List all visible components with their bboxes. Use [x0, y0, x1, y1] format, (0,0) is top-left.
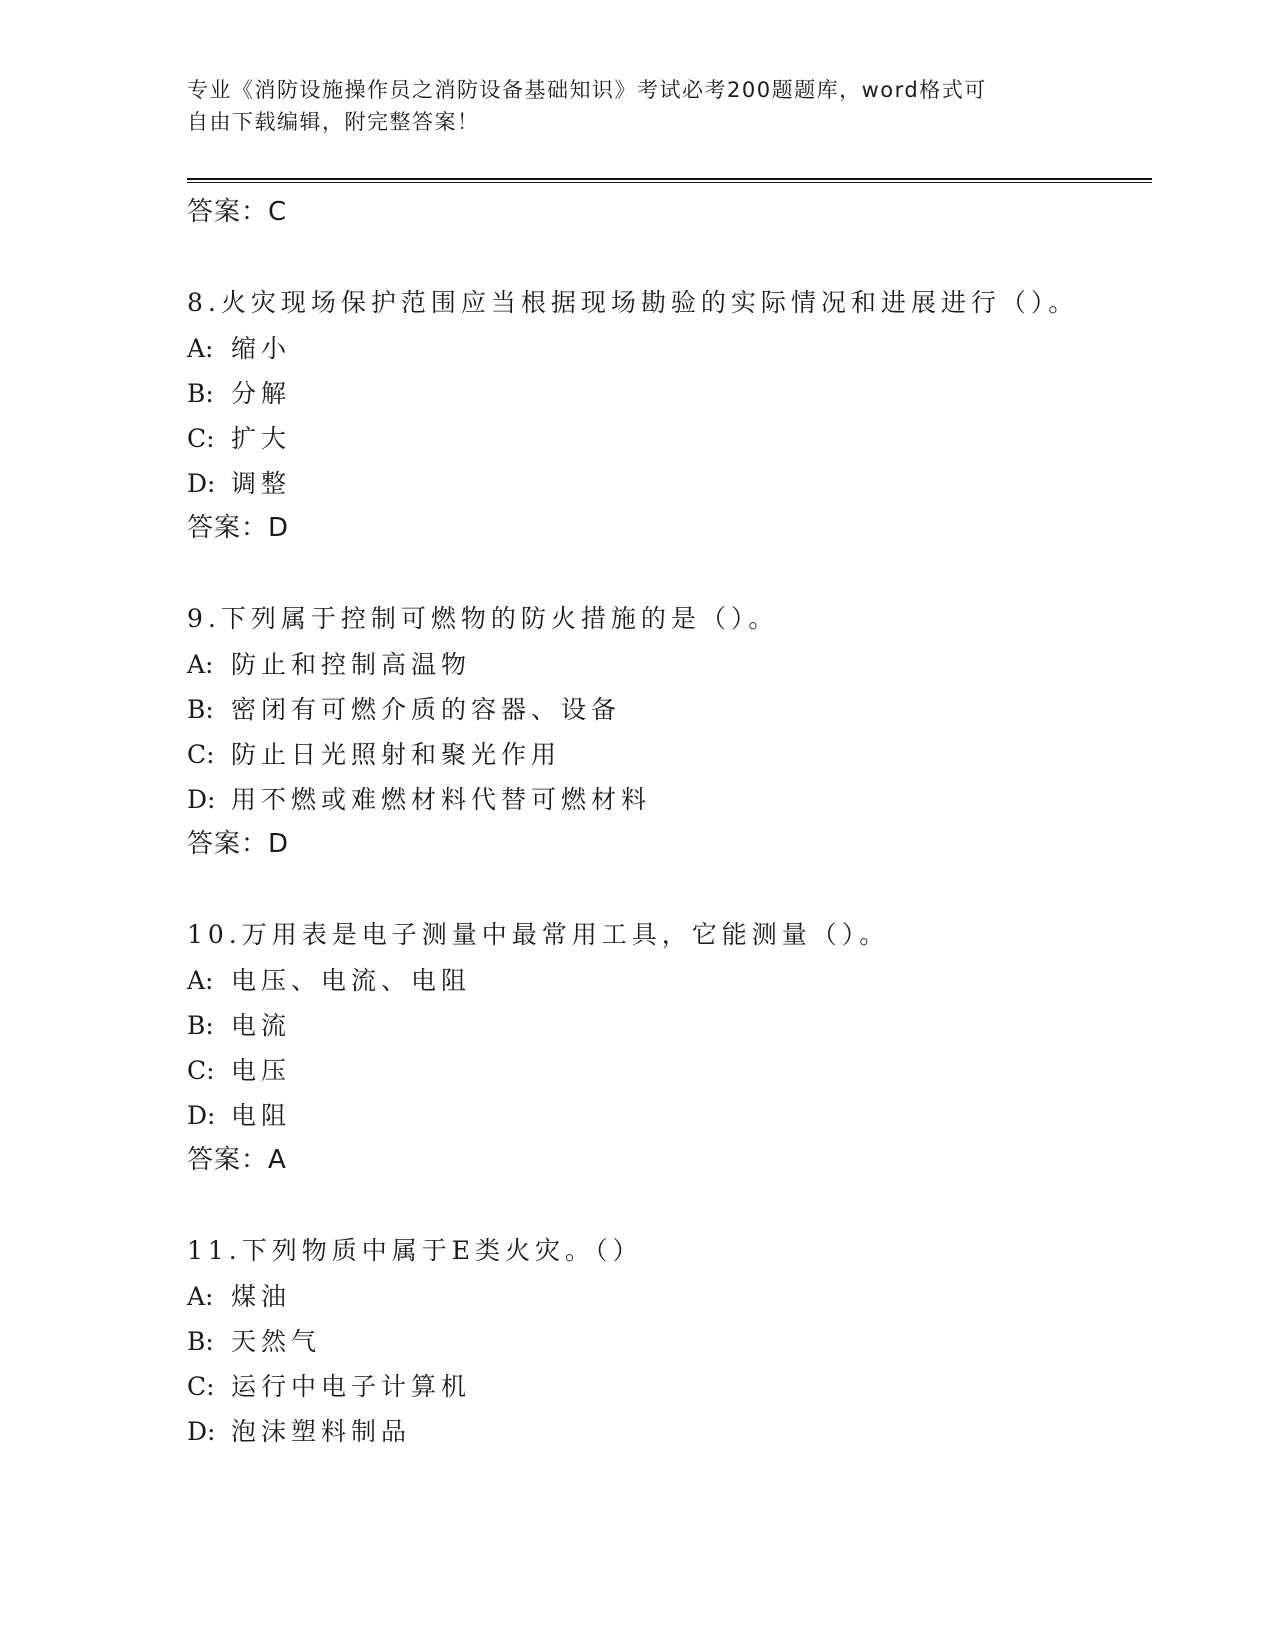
option-key: B:: [187, 379, 214, 408]
option-text: 运行中电子计算机: [231, 1372, 472, 1401]
option-text: 调整: [231, 469, 292, 498]
option-key: B:: [187, 1011, 214, 1040]
option-key: D:: [187, 1101, 216, 1130]
option-d: [187, 777, 1147, 822]
answer-line: 答案：D: [187, 513, 290, 543]
answer-line: 答案：C: [187, 197, 288, 227]
option-key: C:: [187, 740, 215, 769]
option-a: [187, 958, 1147, 1003]
option-text: 天然气: [231, 1327, 322, 1356]
option-b: [187, 371, 1147, 416]
option-text: 煤油: [231, 1282, 292, 1311]
option-text: 防止和控制高温物: [231, 650, 472, 679]
option-d: [187, 1093, 1147, 1138]
option-key: C:: [187, 1372, 215, 1401]
header-divider: [187, 178, 1152, 183]
option-text: 扩大: [231, 424, 292, 453]
option-key: B:: [187, 1327, 214, 1356]
question-text: 8.火灾现场保护范围应当根据现场勘验的实际情况和进展进行（）。: [187, 288, 1079, 317]
question-text: 10.万用表是电子测量中最常用工具，它能测量（）。: [187, 920, 890, 949]
question-text: 11.下列物质中属于E类火灾。（）: [187, 1236, 643, 1265]
option-text: 电流: [231, 1011, 292, 1040]
question-10: [187, 912, 1147, 1183]
option-c: [187, 732, 1147, 777]
option-c: [187, 1364, 1147, 1409]
option-a: [187, 642, 1147, 687]
question-text: 9.下列属于控制可燃物的防火措施的是（）。: [187, 604, 779, 633]
option-a: [187, 326, 1147, 371]
option-key: C:: [187, 424, 215, 453]
answer-line: 答案：A: [187, 1145, 287, 1175]
option-d: [187, 461, 1147, 506]
option-key: A:: [187, 334, 214, 363]
question-list: [187, 190, 1147, 1454]
option-c: [187, 1048, 1147, 1093]
document-header: [187, 74, 1077, 138]
option-key: A:: [187, 650, 214, 679]
option-text: 分解: [231, 379, 292, 408]
option-b: [187, 1003, 1147, 1048]
option-key: B:: [187, 695, 214, 724]
header-line-2: 自由下载编辑，附完整答案！: [187, 110, 480, 134]
option-key: A:: [187, 966, 214, 995]
option-b: [187, 687, 1147, 732]
option-key: C:: [187, 1056, 215, 1085]
answer-line: 答案：D: [187, 829, 290, 859]
option-text: 缩小: [231, 334, 292, 363]
option-c: [187, 416, 1147, 461]
header-line-1: 专业《消防设施操作员之消防设备基础知识》考试必考200题题库，word格式可: [187, 78, 987, 102]
question-8: [187, 280, 1147, 551]
option-text: 用不燃或难燃材料代替可燃材料: [231, 785, 652, 814]
option-a: [187, 1274, 1147, 1319]
option-text: 电压: [231, 1056, 292, 1085]
question-11: [187, 1228, 1147, 1454]
option-text: 密闭有可燃介质的容器、设备: [231, 695, 622, 724]
option-text: 电压、电流、电阻: [231, 966, 472, 995]
option-b: [187, 1319, 1147, 1364]
option-key: D:: [187, 785, 216, 814]
option-text: 防止日光照射和聚光作用: [231, 740, 562, 769]
option-text: 泡沫塑料制品: [231, 1417, 412, 1446]
option-text: 电阻: [231, 1101, 292, 1130]
option-key: D:: [187, 1417, 216, 1446]
option-key: A:: [187, 1282, 214, 1311]
option-d: [187, 1409, 1147, 1454]
option-key: D:: [187, 469, 216, 498]
question-9: [187, 596, 1147, 867]
